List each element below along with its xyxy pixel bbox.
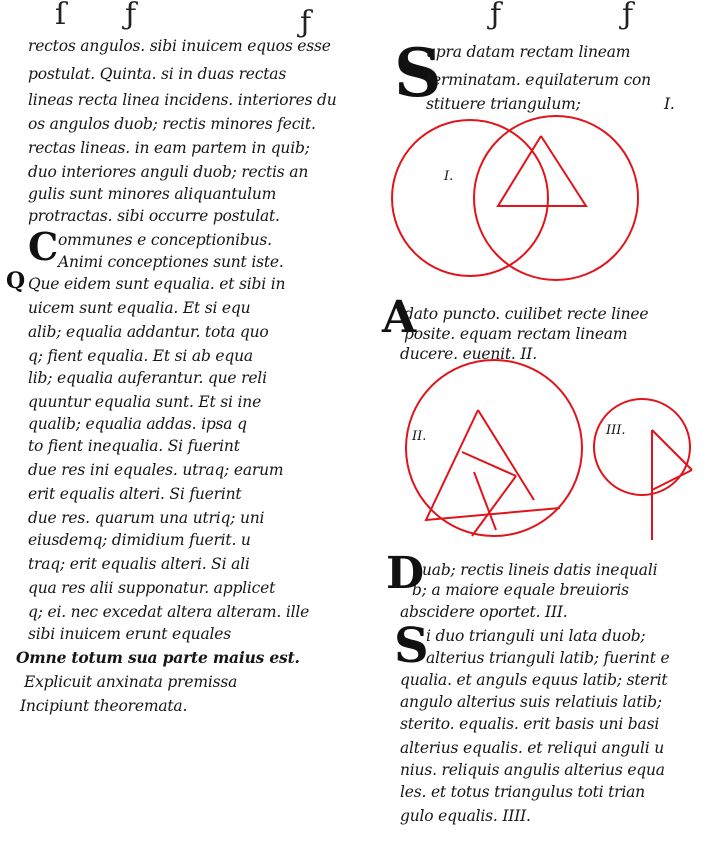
text-line: os angulos duob; rectis minores fecit. bbox=[28, 115, 316, 133]
ascender-flourish-3: ƒ bbox=[300, 5, 312, 40]
fig2-label: II. bbox=[412, 429, 427, 444]
text-line: rectas lineas. in eam partem in quib; bbox=[28, 139, 310, 157]
proposition-4-line: les. et totus triangulus toti trian bbox=[400, 783, 645, 801]
proposition-4-line: alterius trianguli latib; fuerint e bbox=[426, 649, 670, 667]
proposition-1-line: upra datam rectam lineam bbox=[426, 43, 631, 61]
proposition-3-line: abscidere oportet. III. bbox=[400, 603, 568, 621]
text-line: Animi conceptiones sunt iste. bbox=[58, 253, 284, 271]
text-line: lib; equalia auferantur. que reli bbox=[28, 369, 267, 387]
fig1-triangle bbox=[498, 136, 586, 206]
ascender-flourish-5: ƒ bbox=[622, 0, 634, 32]
text-line: q; fient equalia. Et si ab equa bbox=[28, 347, 253, 365]
text-line: duo interiores anguli duob; rectis an bbox=[28, 163, 309, 181]
proposition-1-line: stituere triangulum; bbox=[426, 95, 581, 113]
proposition-4-line: qualia. et anguls equus latib; sterit bbox=[400, 671, 668, 689]
text-line: gulis sunt minores aliquantulum bbox=[28, 185, 277, 203]
fig2-line-a bbox=[478, 410, 534, 500]
text-line: qualib; equalia addas. ipsa q bbox=[28, 415, 247, 433]
ascender-flourish-4: ƒ bbox=[490, 0, 502, 32]
text-line: sibi inuicem erunt equales bbox=[28, 625, 231, 643]
fig2-line-b bbox=[462, 452, 516, 476]
ascender-flourish-2: ƒ bbox=[125, 0, 137, 32]
initial-q: Q bbox=[6, 268, 26, 294]
fig1-circle-right bbox=[474, 116, 638, 280]
text-line: postulat. Quinta. si in duas rectas bbox=[28, 65, 287, 83]
text-line: Incipiunt theoremata. bbox=[20, 697, 188, 715]
text-line: uicem sunt equalia. Et si equ bbox=[28, 299, 251, 317]
proposition-2-line: dato puncto. cuilibet recte linee bbox=[404, 305, 649, 323]
text-line: traq; erit equalis alteri. Si ali bbox=[28, 555, 250, 573]
text-line: eiusdemq; dimidium fuerit. u bbox=[28, 531, 251, 549]
section-heading: ommunes e conceptionibus. bbox=[58, 231, 272, 249]
text-line: rectos angulos. sibi inuicem equos esse bbox=[28, 37, 331, 55]
text-line: alib; equalia addantur. tota quo bbox=[28, 323, 269, 341]
text-line: q; ei. nec excedat altera alteram. ille bbox=[28, 603, 310, 621]
text-line: due res ini equales. utraq; earum bbox=[28, 461, 284, 479]
initial-d-prop3: D bbox=[386, 548, 425, 599]
initial-c: C bbox=[28, 224, 59, 269]
fig3-segment-2 bbox=[652, 470, 692, 490]
text-line: due res. quarum una utriq; uni bbox=[28, 509, 265, 527]
text-line: lineas recta linea incidens. interiores du bbox=[28, 91, 337, 109]
text-line: to fient inequalia. Si fuerint bbox=[28, 437, 240, 455]
initial-a-prop2: A bbox=[382, 292, 417, 343]
proposition-4-line: i duo trianguli uni lata duob; bbox=[426, 627, 646, 645]
fig3-label: III. bbox=[606, 423, 626, 438]
text-line: Omne totum sua parte maius est. bbox=[16, 648, 300, 667]
fig3-segment bbox=[652, 430, 692, 470]
text-line: qua res alii supponatur. applicet bbox=[28, 579, 276, 597]
proposition-2-line: ducere. euenit. II. bbox=[400, 345, 537, 363]
text-line: protractas. sibi occurre postulat. bbox=[28, 207, 280, 225]
proposition-2-line: posite. equam rectam lineam bbox=[404, 325, 628, 343]
text-line: quuntur equalia sunt. Et si ine bbox=[28, 393, 262, 411]
proposition-4-line: sterito. equalis. erit basis uni basi bbox=[400, 715, 660, 733]
fig1-circle-left bbox=[392, 120, 548, 276]
fig3-circle bbox=[594, 399, 690, 495]
proposition-1-number: I. bbox=[664, 95, 675, 113]
proposition-4-line: alterius equalis. et reliqui anguli u bbox=[400, 739, 665, 757]
initial-s-prop4: S bbox=[394, 618, 429, 674]
ascender-flourish-1: ſ bbox=[55, 0, 67, 32]
proposition-3-line: uab; rectis lineis datis inequali bbox=[422, 561, 658, 579]
proposition-3-line: b; a maiore equale breuioris bbox=[412, 581, 629, 599]
initial-s-prop1: S bbox=[394, 34, 442, 112]
proposition-4-line: nius. reliquis angulis alterius equa bbox=[400, 761, 665, 779]
fig2-line-c bbox=[474, 472, 496, 530]
proposition-4-line: gulo equalis. IIII. bbox=[400, 807, 531, 825]
proposition-4-line: angulo alterius suis relatiuis latib; bbox=[400, 693, 662, 711]
proposition-1-line: terminatam. equilaterum con bbox=[426, 71, 651, 89]
fig1-label: I. bbox=[444, 169, 454, 184]
text-line: Explicuit anxinata premissa bbox=[24, 673, 238, 691]
text-line: Que eidem sunt equalia. et sibi in bbox=[28, 275, 286, 293]
text-line: erit equalis alteri. Si fuerint bbox=[28, 485, 242, 503]
fig2-circle bbox=[406, 360, 582, 536]
